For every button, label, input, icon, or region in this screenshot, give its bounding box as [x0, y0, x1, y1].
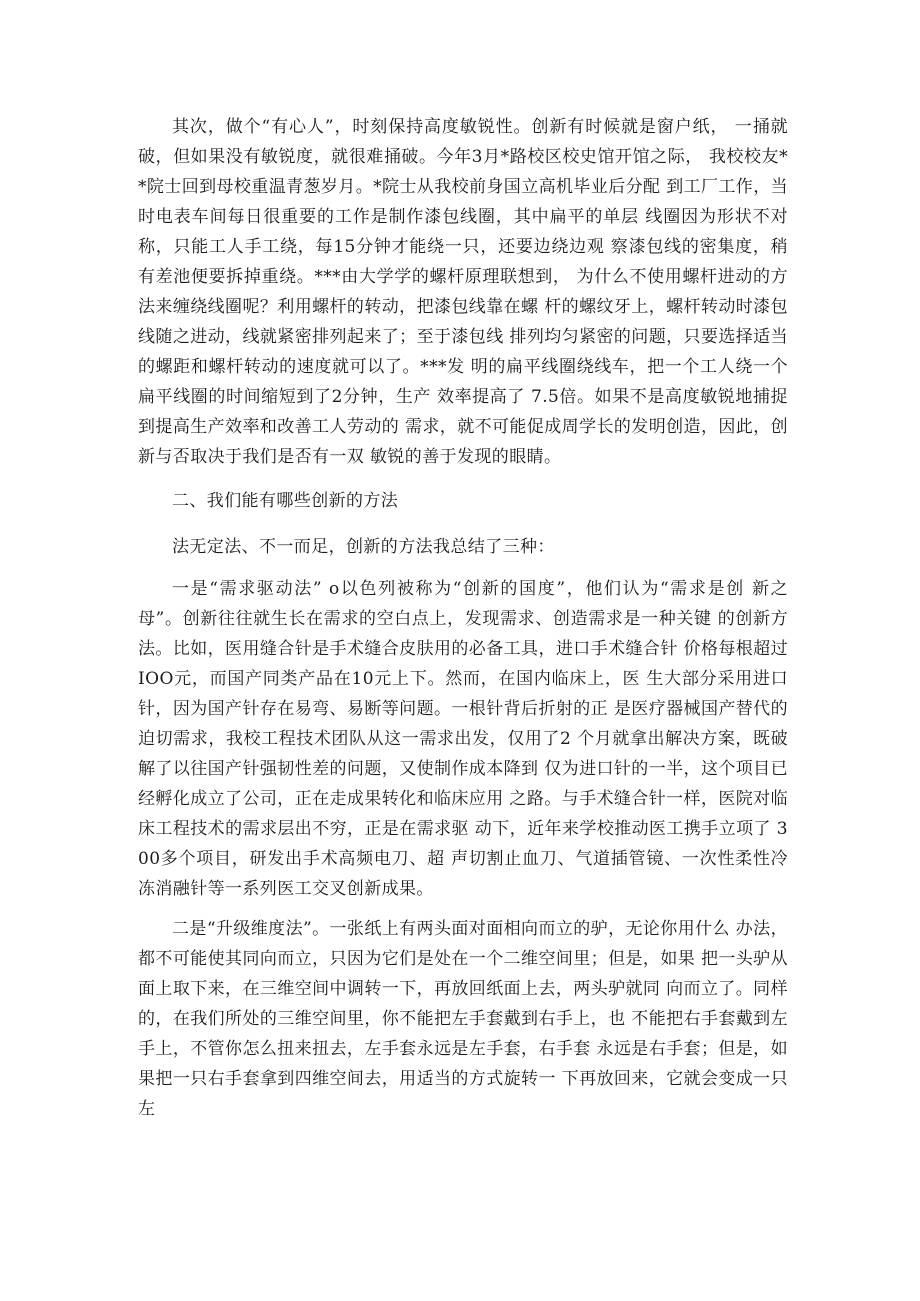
paragraph-dimension-upgrade: 二是“升级维度法”。一张纸上有两头面对面相向而立的驴，无论你用什么 办法，都不可能使其同向而立，只因为它们是处在一个二维空间里；但是，如果 把一头驴从面上取下来，在三维空间中调转一下，再放回纸面上去，两头驴就同 向而立了。同样的，在我们所处的三维空间里，你不能把左手套戴到右手上，也 不能把右手套戴到左手上，不管你怎么扭来扭去，左手套永远是左手套，右手套 永远是右手套；但是，如果把一只右手套拿到四维空间去，用适当的方式旋转一 下再放回来，它就会变成一只左 [138, 919, 788, 1119]
paragraph-methods-intro: 法无定法、不一而足，创新的方法我总结了三种： [172, 537, 555, 557]
paragraph-demand-driven: 一是“需求驱动法” o以色列被称为“创新的国度”，他们认为“需求是创 新之母”。创新往往就生长在需求的空白点上，发现需求、创造需求是一种关键 的创新方法。比如，医用缝合针是手术缝合皮肤用的必备工具，进口手术缝合针 价格每根超过IOO元，而国产同类产品在10元上下。然而，在国内临床上，医 生大部分采用进口针，因为国产针存在易弯、易断等问题。一根针背后折射的正 是医疗器械国产替代的迫切需求，我校工程技术团队从这一需求出发，仅用了2 个月就拿出解决方案，既破解了以往国产针强韧性差的问题，又使制作成本降到 仅为进口针的一半，这个项目已经孵化成立了公司，正在走成果转化和临床应用 之路。与手术缝合针一样，医院对临床工程技术的需求层出不穷，正是在需求驱 动下，近年来学校推动医工携手立项了 300多个项目，研发出手术高频电刀、超 声切割止血刀、气道插管镜、一次性柔性冷冻消融针等一系列医工交叉创新成果。 [138, 579, 788, 899]
paragraph-curiosity: 其次，做个“有心人”，时刻保持高度敏锐性。创新有时候就是窗户纸， 一捅就破，但如果没有敏锐度，就很难捅破。今年3月*路校区校史馆开馆之际， 我校校友**院士回到母校重温青葱岁月。*院士从我校前身国立高机毕业后分配 到工厂工作，当时电表车间每日很重要的工作是制作漆包线圈，其中扁平的单层 线圈因为形状不对称，只能工人手工绕，每15分钟才能绕一只，还要边绕边观 察漆包线的密集度，稍有差池便要拆掉重绕。***由大学学的螺杆原理联想到， 为什么不使用螺杆进动的方法来缠绕线圈呢？利用螺杆的转动，把漆包线靠在螺 杆的螺纹牙上，螺杆转动时漆包线随之进动，线就紧密排列起来了；至于漆包线 排列均匀紧密的问题，只要选择适当的螺距和螺杆转动的速度就可以了。***发 明的扁平线圈绕线车，把一个工人绕一个扁平线圈的时间缩短到了2分钟，生产 效率提高了 7.5倍。如果不是高度敏锐地捕捉到提高生产效率和改善工人劳动的 需求，就不可能促成周学长的发明创造，因此，创新与否取决于我们是否有一双 敏锐的善于发现的眼睛。 [138, 117, 789, 467]
section-heading-methods: 二、我们能有哪些创新的方法 [172, 491, 399, 511]
document-page [138, 112, 788, 1124]
